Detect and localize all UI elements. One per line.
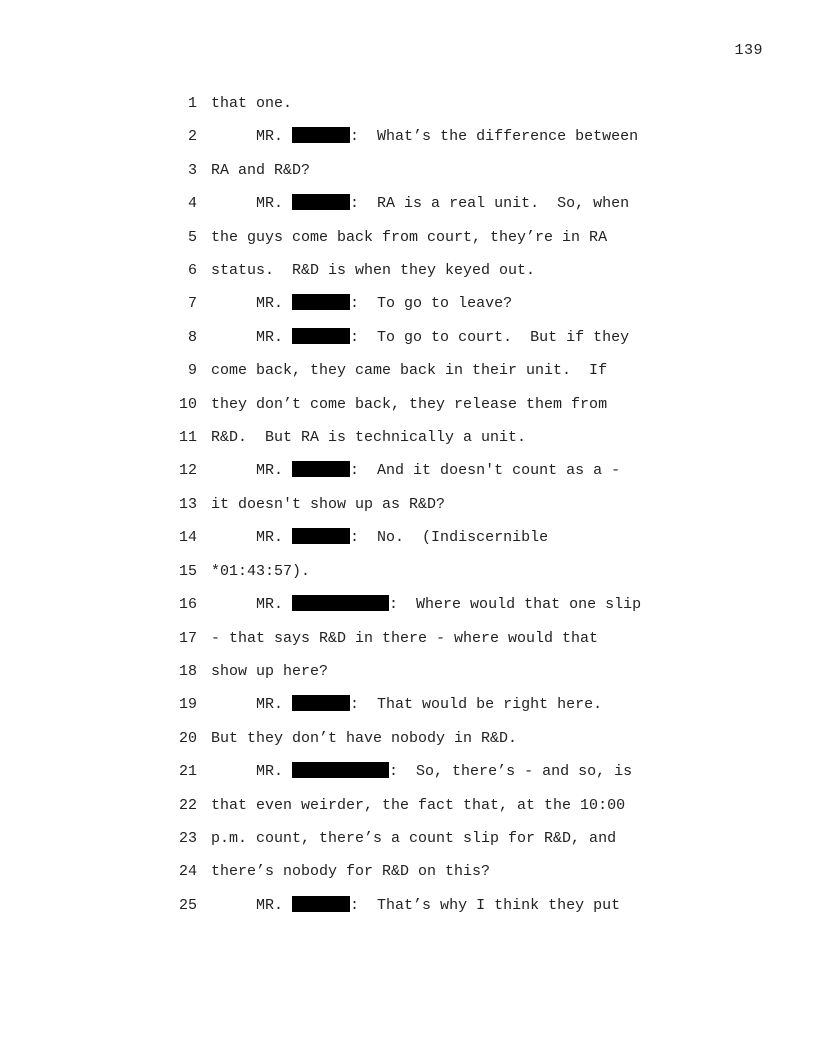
transcript-body — [0, 87, 816, 922]
transcript-line — [0, 454, 816, 487]
line-number: 8 — [187, 328, 197, 346]
speech-text: : What’s the difference between — [350, 128, 639, 146]
redaction-box — [292, 127, 350, 143]
transcript-line — [0, 287, 816, 320]
speaker-prefix: MR. — [256, 328, 284, 346]
speech-text: : And it doesn't count as a - — [350, 462, 621, 480]
line-number: 2 — [187, 128, 197, 146]
line-number: 13 — [178, 495, 197, 513]
transcript-line — [0, 588, 816, 621]
transcript-line — [0, 187, 816, 220]
line-text — [211, 187, 629, 220]
redaction-box — [292, 695, 350, 711]
line-text: it doesn't show up as R&D? — [211, 495, 446, 513]
line-text: the guys come back from court, they’re in RA — [211, 228, 608, 246]
line-text: *01:43:57). — [211, 562, 311, 580]
line-text — [211, 521, 548, 554]
line-number: 10 — [178, 395, 197, 413]
line-number: 21 — [178, 763, 197, 781]
line-number: 24 — [178, 863, 197, 881]
transcript-line — [0, 555, 816, 588]
line-text: they don’t come back, they release them from — [211, 395, 608, 413]
line-number: 14 — [178, 529, 197, 547]
speaker-prefix: MR. — [256, 529, 284, 547]
line-text: come back, they came back in their unit. If — [211, 362, 608, 380]
transcript-line — [0, 755, 816, 788]
line-text: show up here? — [211, 662, 329, 680]
redaction-box — [292, 762, 389, 778]
transcript-line — [0, 488, 816, 521]
line-text: that even weirder, the fact that, at the 10:00 — [211, 796, 626, 814]
speech-text: : That would be right here. — [350, 696, 603, 714]
line-number: 11 — [178, 429, 197, 447]
line-number: 9 — [187, 362, 197, 380]
transcript-line — [0, 254, 816, 287]
speaker-prefix: MR. — [256, 763, 284, 781]
redaction-box — [292, 194, 350, 210]
redaction-box — [292, 528, 350, 544]
transcript-line — [0, 855, 816, 888]
line-text: p.m. count, there’s a count slip for R&D, and — [211, 829, 617, 847]
transcript-line — [0, 87, 816, 120]
transcript-line — [0, 354, 816, 387]
speaker-prefix: MR. — [256, 896, 284, 914]
transcript-line — [0, 655, 816, 688]
page-number: 139 — [734, 42, 763, 59]
line-text — [211, 454, 620, 487]
line-text: - that says R&D in there - where would that — [211, 629, 599, 647]
speaker-prefix: MR. — [256, 195, 284, 213]
speech-text: : To go to leave? — [350, 295, 513, 313]
transcript-line — [0, 688, 816, 721]
redaction-box — [292, 294, 350, 310]
line-number: 12 — [178, 462, 197, 480]
transcript-line — [0, 889, 816, 922]
line-number: 25 — [178, 896, 197, 914]
line-number: 22 — [178, 796, 197, 814]
transcript-line — [0, 622, 816, 655]
transcript-line — [0, 221, 816, 254]
line-number: 1 — [187, 95, 197, 112]
line-text: But they don’t have nobody in R&D. — [211, 729, 518, 747]
line-text: there’s nobody for R&D on this? — [211, 863, 491, 881]
transcript-line — [0, 521, 816, 554]
line-number: 17 — [178, 629, 197, 647]
line-number: 5 — [187, 228, 197, 246]
line-text — [211, 287, 512, 320]
speech-text: : That’s why I think they put — [350, 896, 621, 914]
line-number: 23 — [178, 829, 197, 847]
transcript-line — [0, 321, 816, 354]
line-text — [211, 321, 629, 354]
speech-text: : To go to court. But if they — [350, 328, 630, 346]
transcript-line — [0, 388, 816, 421]
transcript-line — [0, 722, 816, 755]
speaker-prefix: MR. — [256, 462, 284, 480]
line-number: 15 — [178, 562, 197, 580]
redaction-box — [292, 461, 350, 477]
line-number: 3 — [187, 161, 197, 179]
line-number: 7 — [187, 295, 197, 313]
line-text — [211, 120, 638, 153]
line-number: 4 — [187, 195, 197, 213]
transcript-line — [0, 822, 816, 855]
line-number: 19 — [178, 696, 197, 714]
redaction-box — [292, 595, 389, 611]
speaker-prefix: MR. — [256, 596, 284, 614]
line-text — [211, 755, 632, 788]
speech-text: : So, there’s - and so, is — [389, 763, 633, 781]
line-text — [211, 588, 641, 621]
line-text: status. R&D is when they keyed out. — [211, 262, 536, 280]
line-number: 6 — [187, 262, 197, 280]
redaction-box — [292, 896, 350, 912]
line-text: R&D. But RA is technically a unit. — [211, 429, 527, 447]
speech-text: : No. (Indiscernible — [350, 529, 549, 547]
transcript-line — [0, 120, 816, 153]
line-number: 16 — [178, 596, 197, 614]
line-number: 18 — [178, 662, 197, 680]
line-text: that one. — [211, 95, 293, 112]
transcript-line — [0, 421, 816, 454]
speech-text: : Where would that one slip — [389, 596, 642, 614]
speech-text: : RA is a real unit. So, when — [350, 195, 630, 213]
speaker-prefix: MR. — [256, 696, 284, 714]
transcript-line — [0, 154, 816, 187]
line-text — [211, 688, 602, 721]
transcript-line — [0, 789, 816, 822]
redaction-box — [292, 328, 350, 344]
line-number: 20 — [178, 729, 197, 747]
speaker-prefix: MR. — [256, 295, 284, 313]
line-text: RA and R&D? — [211, 161, 311, 179]
line-text — [211, 889, 620, 922]
speaker-prefix: MR. — [256, 128, 284, 146]
